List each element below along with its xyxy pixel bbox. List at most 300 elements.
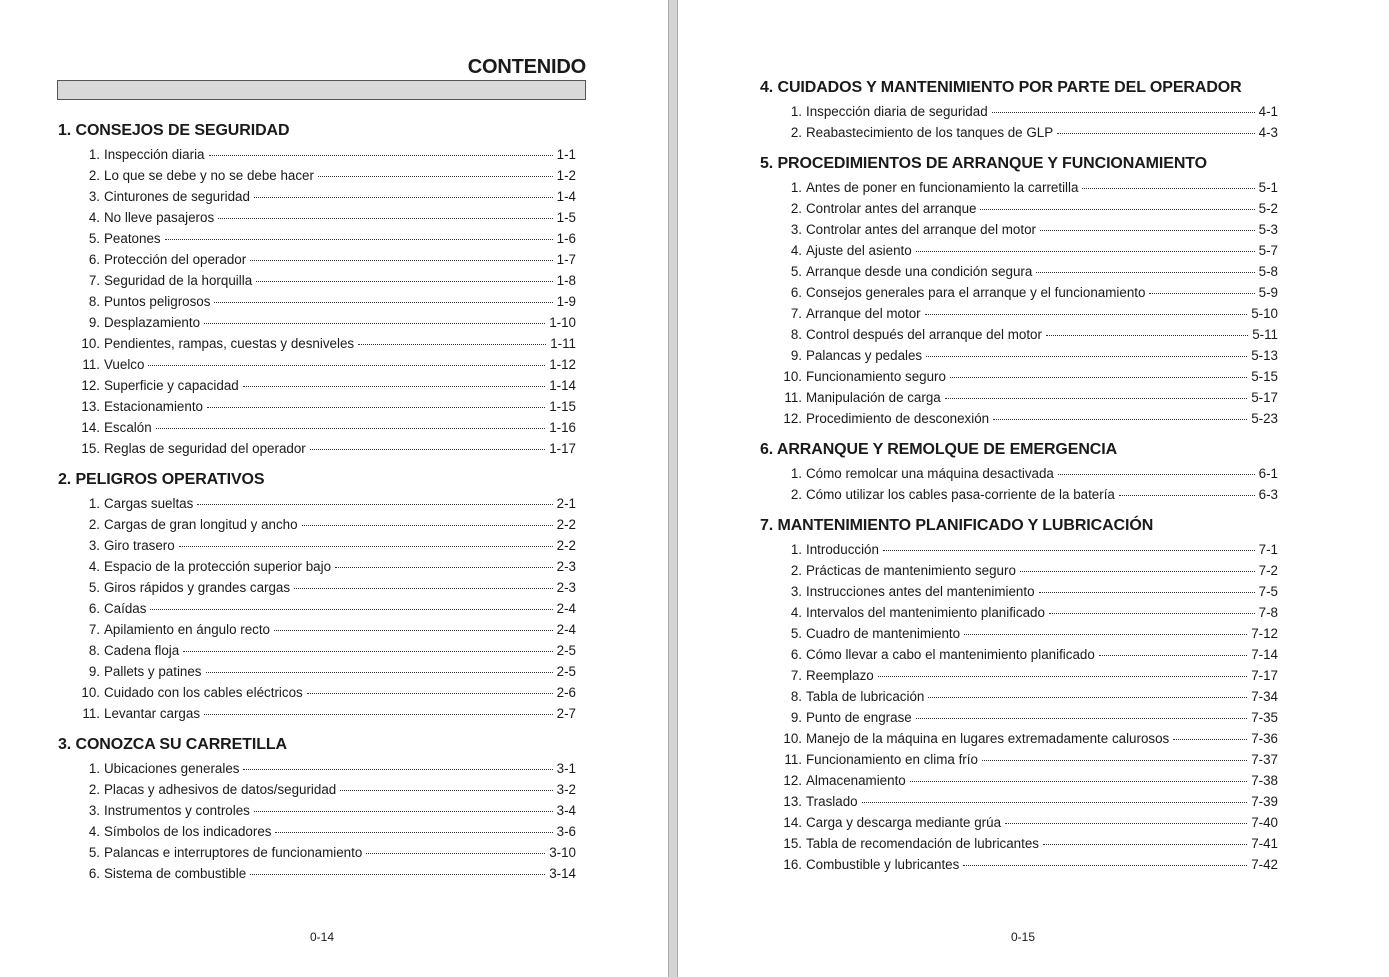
toc-entry[interactable] [58,535,576,556]
entry-label: Manejo de la máquina en lugares extremadamente calurosos [806,731,1170,746]
entry-page-ref: 2-3 [556,580,576,595]
dot-leader [982,759,1247,761]
dot-leader [207,406,545,408]
entry-number: 10. [81,685,100,700]
toc-entry[interactable] [58,863,576,884]
entry-page-ref: 5-17 [1251,390,1278,405]
entry-number: 11. [784,752,802,767]
entry-page-ref: 1-1 [556,147,576,162]
entry-number: 6. [88,866,100,881]
toc-entry[interactable] [760,463,1278,484]
dot-leader [318,175,553,177]
entry-label: Caídas [104,601,147,616]
entry-page-ref: 1-4 [556,189,576,204]
toc-entry[interactable] [58,821,576,842]
entry-label: Intervalos del mantenimiento planificado [806,605,1045,620]
toc-entry[interactable] [58,493,576,514]
entry-number: 12. [783,773,802,788]
toc-entry[interactable] [58,249,576,270]
dot-leader [1173,738,1247,740]
entry-label: Cuidado con los cables eléctricos [104,685,303,700]
entry-label: Placas y adhesivos de datos/seguridad [104,782,337,797]
dot-leader [256,280,552,282]
entry-label: Apilamiento en ángulo recto [104,622,271,637]
entry-page-ref: 3-1 [556,761,576,776]
dot-leader [950,376,1247,378]
entry-page-ref: 7-1 [1258,542,1278,557]
dot-leader [1005,822,1247,824]
toc-entry[interactable] [58,207,576,228]
entry-page-ref: 5-13 [1251,348,1278,363]
dot-leader [1058,473,1255,475]
entry-label: Arranque del motor [806,306,921,321]
entry-number: 2. [88,782,100,797]
toc-entry[interactable] [58,270,576,291]
toc-entry[interactable] [760,686,1278,707]
toc-section [58,734,576,884]
entry-label: Arranque desde una condición segura [806,264,1033,279]
dot-leader [1057,132,1255,134]
entry-number: 3. [88,803,100,818]
entry-page-ref: 1-15 [549,399,576,414]
dot-leader [1149,292,1254,294]
entry-page-ref: 7-34 [1251,689,1278,704]
toc-entry[interactable] [58,514,576,535]
entry-page-ref: 7-8 [1258,605,1278,620]
toc-entry[interactable] [760,644,1278,665]
toc-section [58,469,576,724]
toc-entry[interactable] [58,438,576,459]
toc-entry[interactable] [58,333,576,354]
entry-number: 1. [88,496,100,511]
toc-entry[interactable] [760,665,1278,686]
dot-leader [925,313,1248,315]
entry-label: Superficie y capacidad [104,378,239,393]
entry-label: Palancas y pedales [806,348,923,363]
toc-section [760,77,1278,143]
entry-page-ref: 5-15 [1251,369,1278,384]
toc-entry[interactable] [760,602,1278,623]
entry-page-ref: 5-8 [1258,264,1278,279]
entry-label: Puntos peligrosos [104,294,211,309]
toc-entry[interactable] [760,101,1278,122]
toc-entry[interactable] [58,800,576,821]
entry-page-ref: 1-5 [556,210,576,225]
toc-entry[interactable] [58,354,576,375]
entry-number: 7. [88,622,100,637]
toc-entry[interactable] [760,581,1278,602]
entry-page-ref: 2-2 [556,517,576,532]
entry-number: 1. [790,104,802,119]
entry-number: 6. [88,601,100,616]
entry-page-ref: 2-5 [556,643,576,658]
entry-label: Cómo llevar a cabo el mantenimiento planificado [806,647,1095,662]
entry-page-ref: 5-23 [1251,411,1278,426]
dot-leader [878,675,1247,677]
entry-page-ref: 1-6 [556,231,576,246]
entry-label: Procedimiento de desconexión [806,411,990,426]
entry-page-ref: 1-14 [549,378,576,393]
dot-leader [916,717,1247,719]
entry-number: 13. [783,794,802,809]
toc-entry[interactable] [58,291,576,312]
dot-leader [910,780,1247,782]
entry-label: Estacionamiento [104,399,203,414]
entry-label: Combustible y lubricantes [806,857,960,872]
entry-page-ref: 1-17 [549,441,576,456]
entry-page-ref: 7-38 [1251,773,1278,788]
entry-number: 2. [790,563,802,578]
entry-number: 11. [82,706,100,721]
entry-number: 6. [88,252,100,267]
entry-label: Cuadro de mantenimiento [806,626,961,641]
entry-number: 7. [790,306,802,321]
toc-section [58,120,576,459]
toc-entry[interactable] [58,312,576,333]
entry-number: 6. [790,647,802,662]
page-number-left: 0-14 [310,930,335,944]
toc-entry[interactable] [760,408,1278,429]
toc-entry[interactable] [58,577,576,598]
dot-leader [366,852,545,854]
entry-number: 5. [790,626,802,641]
dot-leader [197,503,552,505]
entry-page-ref: 7-36 [1251,731,1278,746]
dot-leader [926,355,1247,357]
entry-label: Traslado [806,794,858,809]
entry-page-ref: 7-12 [1251,626,1278,641]
entry-number: 8. [790,327,802,342]
entry-number: 2. [88,168,100,183]
entry-page-ref: 5-9 [1258,285,1278,300]
entry-label: Instrucciones antes del mantenimiento [806,584,1035,599]
entry-label: Vuelco [104,357,145,372]
entry-label: Tabla de recomendación de lubricantes [806,836,1039,851]
toc-entry[interactable] [760,345,1278,366]
toc-entry[interactable] [760,770,1278,791]
page-number-right: 0-15 [1011,930,1036,944]
dot-leader [883,549,1255,551]
entry-number: 3. [790,584,802,599]
entry-label: Cinturones de seguridad [104,189,250,204]
dot-leader [963,864,1247,866]
entry-number: 11. [82,357,100,372]
entry-page-ref: 7-40 [1251,815,1278,830]
entry-page-ref: 1-16 [549,420,576,435]
toc-entry[interactable] [760,833,1278,854]
toc-entry[interactable] [760,623,1278,644]
entry-number: 2. [88,517,100,532]
entry-label: Funcionamiento seguro [806,369,946,384]
entry-label: Consejos generales para el arranque y el funcionamiento [806,285,1146,300]
toc-entry[interactable] [58,758,576,779]
toc-entry[interactable] [760,219,1278,240]
right-page [678,0,1389,977]
toc-entry[interactable] [58,396,576,417]
entry-page-ref: 3-14 [549,866,576,881]
toc-entry[interactable] [58,165,576,186]
dot-leader [310,448,545,450]
entry-number: 11. [784,390,802,405]
entry-label: Peatones [104,231,161,246]
toc-entry[interactable] [58,842,576,863]
entry-number: 1. [790,542,802,557]
dot-leader [358,343,546,345]
toc-entry[interactable] [58,417,576,438]
toc-entry[interactable] [760,560,1278,581]
toc-entry[interactable] [760,707,1278,728]
toc-entry[interactable] [58,703,576,724]
entry-page-ref: 3-10 [549,845,576,860]
dot-leader [1119,494,1255,496]
dot-leader [250,873,545,875]
entry-label: Pendientes, rampas, cuestas y desniveles [104,336,355,351]
entry-page-ref: 7-35 [1251,710,1278,725]
toc-entry[interactable] [58,375,576,396]
dot-leader [165,238,553,240]
dot-leader [1082,187,1254,189]
toc-entry[interactable] [760,854,1278,875]
entry-number: 9. [790,348,802,363]
entry-page-ref: 3-4 [556,803,576,818]
toc-entry[interactable] [760,484,1278,505]
toc-entry[interactable] [760,387,1278,408]
entry-label: Controlar antes del arranque del motor [806,222,1037,237]
entry-label: Escalón [104,420,152,435]
dot-leader [250,259,552,261]
toc-entry[interactable] [760,324,1278,345]
toc-entry[interactable] [760,749,1278,770]
section-title: 7. MANTENIMIENTO PLANIFICADO Y LUBRICACIÓN [760,517,1154,534]
entry-number: 9. [790,710,802,725]
dot-leader [1040,229,1255,231]
entry-number: 10. [81,336,100,351]
entry-page-ref: 7-41 [1251,836,1278,851]
entry-number: 16. [783,857,802,872]
entry-page-ref: 6-1 [1258,466,1278,481]
entry-page-ref: 7-5 [1258,584,1278,599]
entry-label: Inspección diaria de seguridad [806,104,988,119]
entry-page-ref: 1-12 [549,357,576,372]
dot-leader [150,608,552,610]
entry-number: 7. [88,273,100,288]
toc-entry[interactable] [58,682,576,703]
entry-number: 14. [783,815,802,830]
entry-label: Cadena floja [104,643,180,658]
entry-page-ref: 7-37 [1251,752,1278,767]
page-gutter [668,0,678,977]
toc-entry[interactable] [58,619,576,640]
dot-leader [1043,843,1247,845]
dot-leader [179,545,553,547]
entry-label: Pallets y patines [104,664,202,679]
entry-number: 7. [790,668,802,683]
entry-label: Control después del arranque del motor [806,327,1042,342]
dot-leader [294,587,553,589]
entry-number: 1. [88,761,100,776]
entry-number: 4. [790,243,802,258]
entry-number: 2. [790,201,802,216]
entry-page-ref: 1-11 [550,336,576,351]
entry-label: Giro trasero [104,538,175,553]
entry-page-ref: 1-10 [549,315,576,330]
dot-leader [156,427,546,429]
entry-number: 5. [88,580,100,595]
toc-entry[interactable] [58,779,576,800]
entry-label: Ajuste del asiento [806,243,912,258]
dot-leader [1046,334,1248,336]
entry-label: Reglas de seguridad del operador [104,441,306,456]
entry-number: 3. [790,222,802,237]
entry-label: Lo que se debe y no se debe hacer [104,168,314,183]
entry-number: 5. [88,845,100,860]
entry-number: 1. [88,147,100,162]
entry-number: 1. [790,466,802,481]
entry-number: 12. [783,411,802,426]
entry-page-ref: 5-7 [1258,243,1278,258]
entry-page-ref: 7-42 [1251,857,1278,872]
entry-page-ref: 1-9 [556,294,576,309]
entry-page-ref: 2-4 [556,601,576,616]
entry-page-ref: 7-2 [1258,563,1278,578]
dot-leader [307,692,553,694]
entry-label: Cómo remolcar una máquina desactivada [806,466,1054,481]
entry-page-ref: 6-3 [1258,487,1278,502]
entry-label: Palancas e interruptores de funcionamiento [104,845,363,860]
toc-entry[interactable] [760,282,1278,303]
entry-label: Reemplazo [806,668,874,683]
entry-page-ref: 5-1 [1258,180,1278,195]
entry-page-ref: 4-3 [1258,125,1278,140]
toc-entry[interactable] [760,812,1278,833]
title-rule-bar [57,80,586,100]
entry-label: Prácticas de mantenimiento seguro [806,563,1016,578]
entry-label: Desplazamiento [104,315,201,330]
dot-leader [335,566,553,568]
entry-page-ref: 5-10 [1251,306,1278,321]
toc-entry[interactable] [760,303,1278,324]
toc-entry[interactable] [760,122,1278,143]
entry-page-ref: 2-1 [556,496,576,511]
toc-entry[interactable] [58,556,576,577]
entry-page-ref: 3-6 [556,824,576,839]
entry-label: No lleve pasajeros [104,210,215,225]
dot-leader [243,768,552,770]
dot-leader [916,250,1255,252]
entry-number: 3. [88,538,100,553]
entry-page-ref: 5-3 [1258,222,1278,237]
section-title: 5. PROCEDIMIENTOS DE ARRANQUE Y FUNCIONAMIENTO [760,155,1208,172]
left-toc-column [58,120,576,884]
toc-entry[interactable] [58,661,576,682]
entry-number: 3. [88,189,100,204]
dot-leader [992,111,1255,113]
toc-entry[interactable] [760,539,1278,560]
toc-entry[interactable] [760,261,1278,282]
section-title: 1. CONSEJOS DE SEGURIDAD [58,122,290,139]
entry-number: 8. [88,643,100,658]
dot-leader [204,713,553,715]
dot-leader [254,810,553,812]
entry-number: 9. [88,664,100,679]
dot-leader [214,301,552,303]
entry-page-ref: 2-3 [556,559,576,574]
toc-entry[interactable] [760,177,1278,198]
right-toc-column [760,77,1278,875]
dot-leader [980,208,1254,210]
entry-label: Tabla de lubricación [806,689,925,704]
section-title: 3. CONOZCA SU CARRETILLA [58,736,288,753]
dot-leader [1036,271,1254,273]
dot-leader [148,364,545,366]
entry-page-ref: 1-8 [556,273,576,288]
entry-page-ref: 7-39 [1251,794,1278,809]
entry-label: Protección del operador [104,252,247,267]
toc-entry[interactable] [760,240,1278,261]
entry-page-ref: 1-2 [556,168,576,183]
dot-leader [1049,612,1255,614]
entry-page-ref: 5-2 [1258,201,1278,216]
entry-number: 9. [88,315,100,330]
entry-label: Manipulación de carga [806,390,941,405]
dot-leader [183,650,552,652]
toc-entry[interactable] [58,144,576,165]
dot-leader [993,418,1247,420]
entry-page-ref: 1-7 [556,252,576,267]
toc-entry[interactable] [58,598,576,619]
dot-leader [1099,654,1247,656]
dot-leader [945,397,1247,399]
entry-label: Sistema de combustible [104,866,247,881]
dot-leader [928,696,1247,698]
entry-number: 4. [790,605,802,620]
toc-entry[interactable] [58,640,576,661]
entry-label: Antes de poner en funcionamiento la carretilla [806,180,1079,195]
entry-label: Introducción [806,542,879,557]
section-title: 4. CUIDADOS Y MANTENIMIENTO POR PARTE DEL OPERADOR [760,79,1242,96]
entry-number: 4. [88,559,100,574]
toc-section [760,439,1278,505]
dot-leader [862,801,1248,803]
toc-entry[interactable] [760,791,1278,812]
entry-number: 4. [88,210,100,225]
toc-entry[interactable] [58,186,576,207]
toc-entry[interactable] [760,728,1278,749]
entry-label: Instrumentos y controles [104,803,250,818]
entry-label: Giros rápidos y grandes cargas [104,580,291,595]
entry-page-ref: 3-2 [556,782,576,797]
entry-label: Funcionamiento en clima frío [806,752,978,767]
entry-label: Punto de engrase [806,710,912,725]
entry-page-ref: 2-5 [556,664,576,679]
dot-leader [1039,591,1255,593]
dot-leader [209,154,553,156]
dot-leader [964,633,1247,635]
entry-page-ref: 2-6 [556,685,576,700]
entry-label: Reabastecimiento de los tanques de GLP [806,125,1054,140]
entry-page-ref: 7-14 [1251,647,1278,662]
toc-section [760,515,1278,875]
toc-entry[interactable] [760,366,1278,387]
entry-label: Espacio de la protección superior bajo [104,559,332,574]
entry-number: 15. [81,441,100,456]
toc-entry[interactable] [58,228,576,249]
dot-leader [275,831,552,833]
entry-number: 15. [783,836,802,851]
dot-leader [204,322,545,324]
toc-entry[interactable] [760,198,1278,219]
entry-label: Carga y descarga mediante grúa [806,815,1002,830]
